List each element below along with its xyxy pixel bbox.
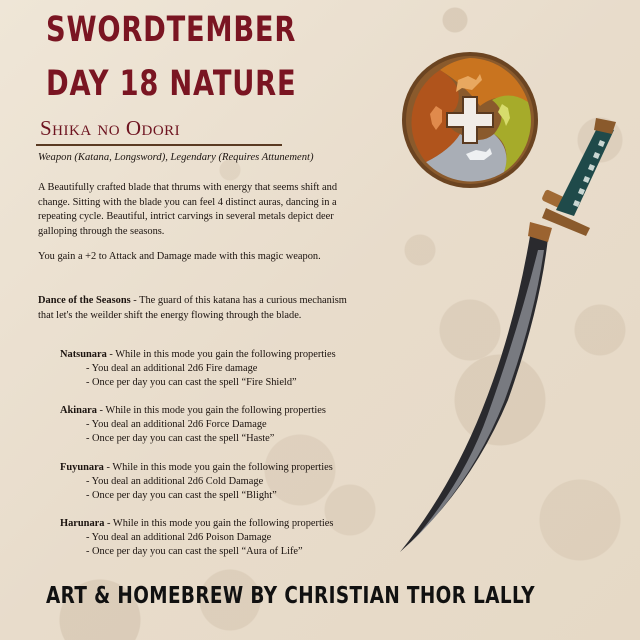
title-divider: [36, 144, 282, 146]
mode-property: - You deal an additional 2d6 Fire damage: [86, 363, 258, 374]
mode-name: Akinara: [60, 405, 97, 416]
page-subtitle-day: DAY 18 NATURE: [46, 64, 297, 104]
artist-credit: ART & HOMEBREW BY CHRISTIAN THOR LALLY: [46, 583, 535, 609]
mode-intro: - While in this mode you gain the following properties: [104, 518, 334, 529]
mode-intro: - While in this mode you gain the following properties: [106, 349, 336, 360]
mode-akinara: [60, 404, 390, 446]
feature-dance-of-the-seasons: [38, 294, 358, 323]
mode-property: - Once per day you can cast the spell “Fire Shield”: [86, 377, 297, 388]
mode-name: Fuyunara: [60, 462, 104, 473]
mode-harunara: [60, 517, 390, 559]
mode-property: - Once per day you can cast the spell “Aura of Life”: [86, 546, 303, 557]
mode-fuyunara: [60, 461, 390, 503]
mode-property: - You deal an additional 2d6 Poison Damage: [86, 532, 272, 543]
mode-intro: - While in this mode you gain the following properties: [103, 462, 333, 473]
mode-natsunara: [60, 348, 390, 390]
mode-property: - Once per day you can cast the spell “Blight”: [86, 490, 277, 501]
mode-intro: - While in this mode you gain the following properties: [96, 405, 326, 416]
weapon-name: Shika no Odori: [40, 116, 181, 140]
mode-property: - Once per day you can cast the spell “Haste”: [86, 433, 275, 444]
mode-name: Harunara: [60, 518, 105, 529]
weapon-type: Weapon (Katana, Longsword), Legendary (Requires Attunement): [38, 152, 314, 163]
feature-name: Dance of the Seasons: [38, 295, 131, 306]
mode-property: - You deal an additional 2d6 Force Damage: [86, 419, 267, 430]
weapon-description: A Beautifully crafted blade that thrums with energy that seems shift and change. Sitting with the blade you can feel 4 distinct auras, dancing in a repeating cycle. Beautiful, intrict carvings in several metals depict deer galloping through the seasons.: [38, 182, 338, 237]
page-title: SWORDTEMBER: [46, 10, 297, 50]
mode-name: Natsunara: [60, 349, 107, 360]
katana-illustration-icon: [390, 110, 630, 570]
feature-text: - The guard of this katana has a curious mechanism that let's the weilder shift the energy flowing through the blade.: [38, 295, 347, 321]
mode-property: - You deal an additional 2d6 Cold Damage: [86, 476, 264, 487]
weapon-bonus: You gain a +2 to Attack and Damage made with this magic weapon.: [38, 251, 321, 262]
